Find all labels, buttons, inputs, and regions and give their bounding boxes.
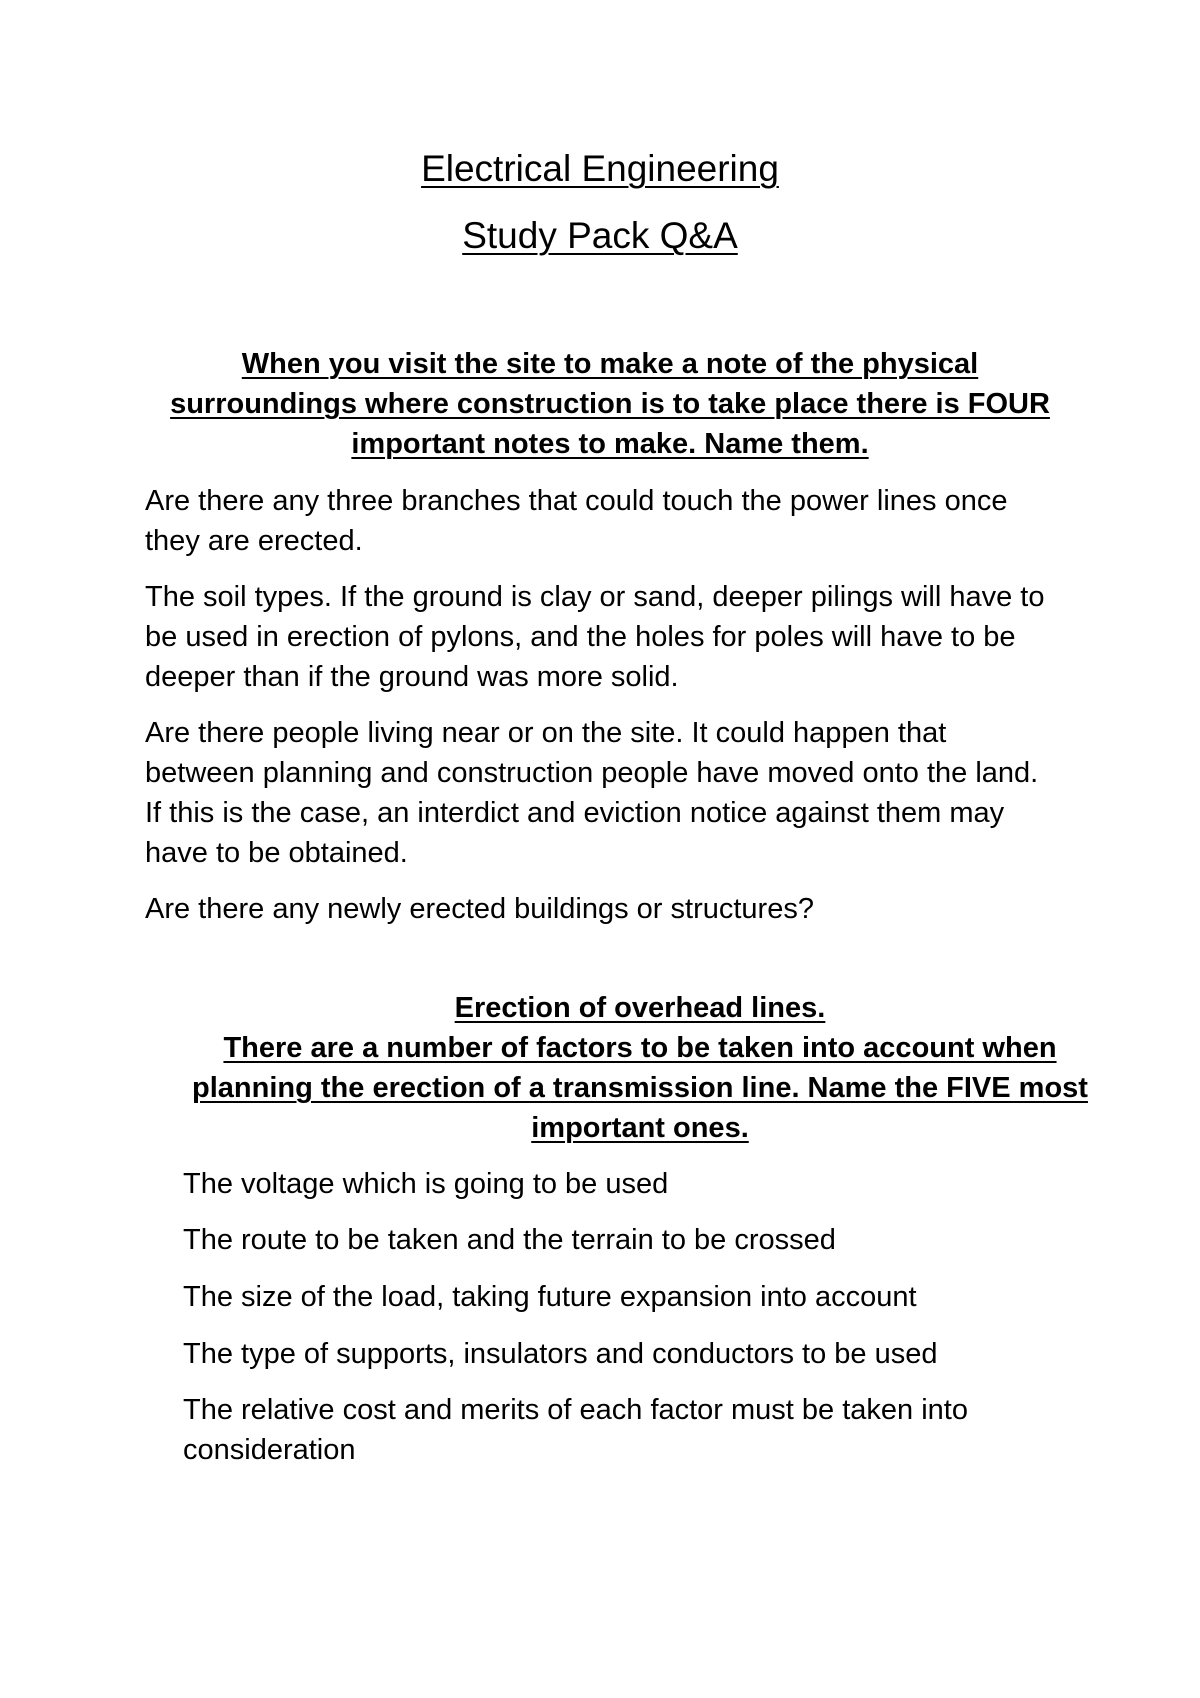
- question-text: There are a number of factors to be taken into account when planning the erection of a transmission line. Name the FIVE most important ones.: [192, 1032, 1088, 1144]
- document-subtitle: Study Pack Q&A: [462, 215, 738, 256]
- answer-paragraph: The relative cost and merits of each factor must be taken into consideration: [183, 1394, 968, 1466]
- question-site-visit: When you visit the site to make a note of the physical surroundings where construction is to take place there is FOUR important notes to make. Name them.: [170, 348, 1050, 460]
- document-title: Electrical Engineering: [421, 148, 779, 189]
- answer-paragraph: The route to be taken and the terrain to be crossed: [183, 1224, 836, 1256]
- answer-paragraph: The voltage which is going to be used: [183, 1168, 669, 1200]
- answer-paragraph: Are there people living near or on the site. It could happen that between planning and construction people have moved onto the land. If this is the case, an interdict and eviction notice against them may have to be obtained.: [145, 717, 1039, 869]
- answer-paragraph: The soil types. If the ground is clay or sand, deeper pilings will have to be used in erection of pylons, and the holes for poles will have to be deeper than if the ground was more solid.: [145, 581, 1045, 693]
- answer-paragraph: Are there any newly erected buildings or structures?: [145, 893, 814, 925]
- question-overhead-lines: [190, 988, 1090, 1148]
- answer-paragraph: Are there any three branches that could touch the power lines once they are erected.: [145, 485, 1008, 557]
- answer-paragraph: The type of supports, insulators and conductors to be used: [183, 1338, 938, 1370]
- answer-paragraph: The size of the load, taking future expansion into account: [183, 1281, 917, 1313]
- section-heading: Erection of overhead lines.: [454, 992, 826, 1024]
